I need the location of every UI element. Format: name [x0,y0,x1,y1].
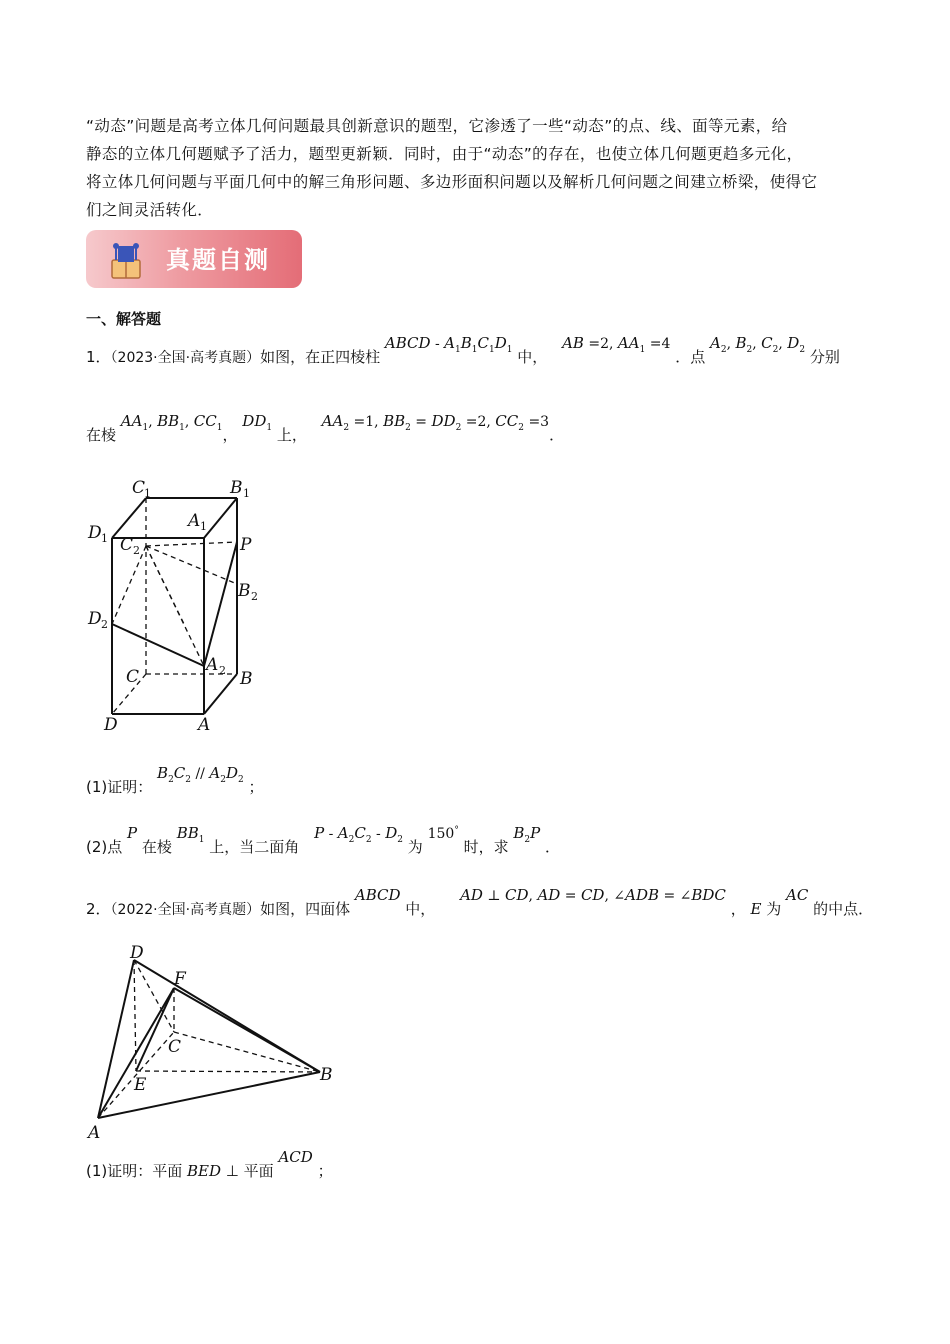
label-a: A [88,1123,101,1143]
intro-paragraph [86,112,866,224]
q2-source: （2022·全国·高考真题） [110,902,261,918]
math-edges: $AA_1$, $BB_1$, $CC_1$ [120,412,223,433]
q1-sub2-text: 在棱 [141,838,172,856]
label-sub: 1 [243,487,250,500]
label-a1: A [188,511,201,531]
math-lengths: AB =2, $AA_1 =4$ [562,334,671,355]
label-sub: 1 [200,520,207,533]
q1-number: 1． [86,348,111,366]
math-segment-lengths: $AA_2 =1$, $BB_2 = DD_2 =2$, $CC_2 =3$ [321,412,550,433]
intro-line: “动态”问题是高考立体几何问题最具创新意识的题型，它渗透了一些“动态”的点、线、面等元素，给 [86,117,788,135]
label-c2: C [120,535,134,555]
q1-sub2-text: (2)点 [86,838,123,856]
section-title: 一、解答题 [86,310,162,328]
label-c1: C [132,478,146,498]
q1-line1 [86,334,840,369]
intro-line: 们之间灵活转化． [86,201,214,219]
math-acd: ACD [278,1148,313,1166]
label-b2: B [238,581,251,601]
label-d: D [130,943,144,963]
math-b2p: $B_2P$ [513,824,541,845]
math-abcd: ABCD [354,886,401,904]
label-d: D [104,715,118,735]
label-c: C [168,1037,182,1057]
q2-number: 2． [86,900,111,918]
banner-title: 真题自测 [166,246,270,274]
q1-text: ．点 [675,348,706,366]
label-p: P [240,535,252,555]
q1-sub2-text: ． [545,838,561,856]
math-points: $A_2$, $B_2$, $C_2$, $D_2$ [710,334,806,355]
q2-line1 [86,886,874,919]
math-p: P [127,824,138,842]
q1-text: 分别 [809,348,840,366]
q1-text: 如图，在正四棱柱 [260,348,381,366]
q1-sub1-label: (1)证明： [86,778,153,796]
q2-sub1-label: (1)证明：平面 [86,1162,183,1180]
q1-sub1-end: ； [248,778,264,796]
label-b1: B [230,478,243,498]
label-sub: 2 [101,618,108,631]
intro-line: 静态的立体几何题赋予了活力，题型更新颖．同时，由于“动态”的存在，也使立体几何题更趋多元化， [86,145,803,163]
math-e: E [750,900,762,918]
q1-sub2-text: 时，求 [463,838,509,856]
label-sub: 1 [101,532,108,545]
label-a2: A [206,655,219,675]
q1-line2 [86,412,565,447]
q1-text: 中， [517,348,548,366]
intro-line: 将立体几何问题与平面几何中的解三角形问题、多边形面积问题以及解析几何问题之间建立桥梁，使得它 [86,173,818,191]
math-edge-dd1: $DD_1$ [242,412,273,433]
math-bb1: $BB_1$ [176,824,205,845]
q1-sub2-text: 为 [407,838,423,856]
q2-text: 如图，四面体 [260,900,351,918]
math-parallel: $B_2C_2 // A_2D_2$ [157,764,244,785]
q1-text: 上， [276,426,307,444]
math-angle: 150° [427,825,459,842]
label-a: A [198,715,211,735]
q2-sub1: (1)证明：平面 BED ⊥ 平面 ACD ； [86,1148,333,1180]
label-sub: 1 [144,487,151,500]
q1-sub2-text: 上，当二面角 [209,838,300,856]
math-dihedral: P - $A_2C_2 - D_2$ [314,824,403,845]
q2-text: ， [730,900,746,918]
label-d2: D [88,609,102,629]
q2-text: 的中点． [813,900,874,918]
q1-text: ． [549,426,565,444]
math-conditions: AD ⊥ CD, AD = CD, ∠ADB = ∠BDC [460,886,726,904]
math-ac: AC [786,886,809,904]
section-banner [86,230,302,288]
label-sub: 2 [133,544,140,557]
q1-sub2 [86,824,561,859]
q1-text: 在棱 [86,426,117,444]
label-sub: 2 [251,590,258,603]
q1-source: （2023·全国·高考真题） [110,350,261,366]
label-b: B [320,1065,333,1085]
label-sub: 2 [219,664,226,677]
q2-text: 中， [405,900,436,918]
label-d1: D [88,523,102,543]
q2-text: 为 [766,900,782,918]
q2-sub1-mid: 平面 [243,1162,274,1180]
label-b: B [240,669,253,689]
label-f: F [174,969,186,989]
q1-text: ， [222,426,238,444]
label-e: E [134,1075,147,1095]
math-prism: ABCD - $A_1B_1C_1D_1$ [384,334,513,355]
q1-figure [84,474,274,736]
math-bed: BED [187,1162,222,1180]
q1-sub1 [86,764,264,799]
q2-figure [84,940,344,1145]
q2-sub1-end: ； [317,1162,333,1180]
book-icon [108,238,144,282]
label-c: C [126,667,140,687]
